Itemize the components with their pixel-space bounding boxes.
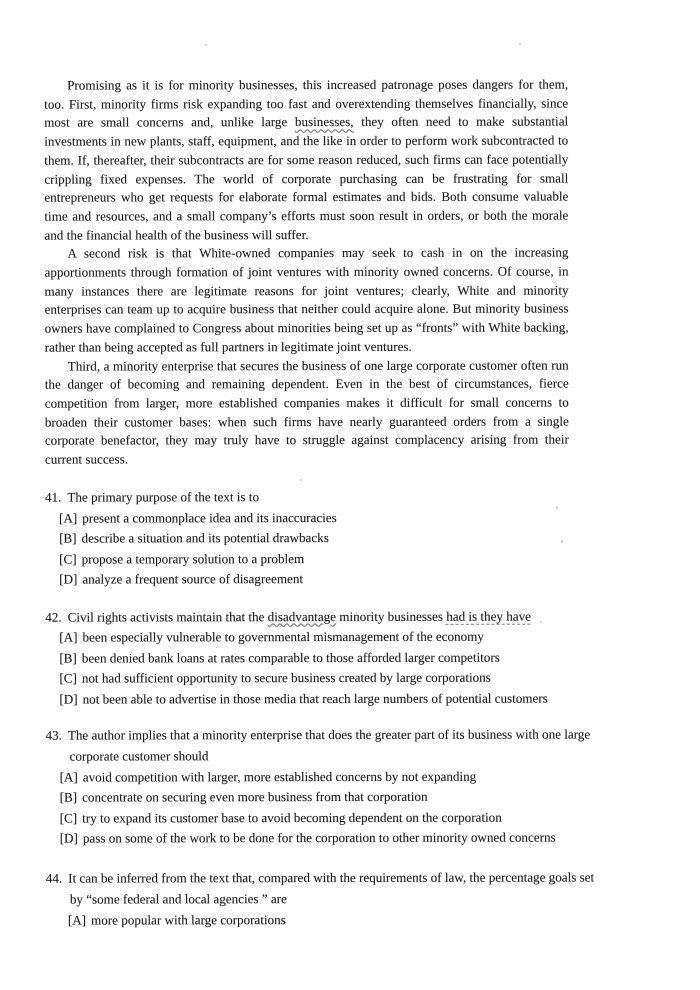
answer-option (59, 568, 597, 590)
question-number: 43. (45, 727, 62, 743)
question-text (45, 486, 597, 508)
option-label: [B] (59, 530, 77, 546)
option-label: [D] (59, 691, 78, 707)
question-number: 42. (45, 609, 62, 625)
option-label: [C] (59, 810, 78, 826)
option-text: been especially vulnerable to governmental mismanagement of the economy (82, 629, 484, 645)
option-text: describe a situation and its potential drawbacks (81, 530, 329, 546)
answer-option (59, 548, 597, 570)
question-stem: The author implies that a minority enterprise that does the greater part of its business with one large corporate customer should (67, 726, 591, 764)
option-text: been denied bank loans at rates comparable to those afforded larger competitors (81, 649, 500, 666)
option-label: [D] (59, 571, 78, 587)
question-stem: The primary purpose of the text is to (67, 488, 260, 505)
question-text (46, 867, 598, 910)
answer-option (60, 807, 598, 829)
question-text (45, 606, 597, 628)
underlined-phrase: had is they have (446, 608, 531, 624)
scan-speck (519, 43, 521, 45)
option-text: propose a temporary solution to a problem (81, 550, 305, 567)
paragraph-text: Promising as it is for minority businesses, this increased patronage poses dangers for them, too. First, minority firms risk expanding too fast and overextending themselves financially, since most are small concerns and, unlike large (44, 76, 569, 130)
passage-paragraph (44, 75, 568, 244)
question-block (45, 486, 597, 590)
paragraph-text: they often need to make substantial investments in new plants, staff, equipment, and the like in order to perform work subcontracted to them. If, thereafter, their subcontracts are for some reason reduced, such firms can face potentially crippling fixed expenses. The world of corporate purchasing can be frustrating for small entrepreneurs who get requests for elaborate formal estimates and bids. Both consume valuable time and resources, and a small company’s efforts must soon result in orders, or both the morale and the financial health of the business will suffer. (44, 113, 569, 243)
question-block (46, 867, 598, 930)
document-content (44, 75, 598, 942)
answer-option (60, 787, 598, 809)
question-text (45, 725, 597, 768)
answer-option (59, 507, 597, 529)
reading-passage (44, 75, 569, 469)
option-label: [A] (59, 769, 78, 785)
question-block (45, 606, 597, 710)
passage-paragraph: A second risk is that White-owned companies may seek to cash in on the increasing apportionments through formation of joint ventures with minority owned concerns. Of course, in many instances there are legitimate reasons for joint ventures; clearly, White and minority enterprises can team up to acquire business that neither could acquire alone. But minority business owners have complained to Congress about minorities being set up as “fronts” with White backing, rather than being accepted as full partners in legitimate joint ventures. (44, 244, 569, 355)
questions-section (45, 486, 598, 930)
answer-option (59, 688, 597, 710)
answer-option (60, 828, 598, 850)
option-text: present a commonplace idea and its inaccuracies (82, 509, 337, 526)
answer-option (59, 647, 597, 669)
option-text: avoid competition with larger, more established concerns by not expanding (82, 768, 477, 785)
answer-option (59, 627, 597, 649)
option-label: [A] (59, 510, 78, 526)
question-stem: minority businesses (335, 608, 447, 624)
underlined-word: disadvantage (267, 608, 337, 624)
option-text: try to expand its customer base to avoid becoming dependent on the corporation (82, 809, 502, 826)
option-text: more popular with large corporations (91, 911, 286, 928)
option-label: [D] (59, 830, 78, 847)
underlined-word: businesses, (294, 114, 354, 130)
question-stem: Civil rights activists maintain that the (67, 608, 268, 625)
question-number: 41. (44, 489, 62, 505)
option-label: [B] (59, 789, 78, 806)
option-label: [C] (59, 551, 77, 567)
option-label: [A] (59, 629, 78, 645)
question-block (45, 725, 597, 850)
option-text: not had sufficient opportunity to secure business created by large corporations (81, 670, 491, 686)
answer-option (60, 766, 598, 788)
question-number: 44. (45, 870, 63, 886)
option-text: concentrate on securing even more business from that corporation (82, 789, 428, 805)
option-label: [A] (67, 912, 87, 928)
question-stem: It can be inferred from the text that, compared with the requirements of law, the percentage goals set by “some federal and local agencies ” are (68, 869, 595, 907)
option-label: [B] (59, 650, 77, 666)
scan-speck (205, 44, 207, 46)
passage-paragraph: Third, a minority enterprise that secures the business of one large corporate customer often run the danger of becoming and remaining dependent. Even in the best of circumstances, fierce competition from larger, more established companies makes it difficult for small concerns to broaden their customer bases: when such firms have nearly guaranteed orders from a single corporate benefactor, they may truly have to struggle against complacency arising from their current success. (44, 357, 569, 467)
answer-option (59, 668, 597, 690)
option-label: [C] (59, 670, 77, 686)
option-text: analyze a frequent source of disagreement (82, 571, 304, 587)
answer-option (68, 909, 598, 931)
option-text: not been able to advertise in those media that reach large numbers of potential customers (82, 690, 548, 707)
option-text: pass on some of the work to be done for the corporation to other minority owned concerns (82, 829, 556, 846)
answer-option (59, 527, 597, 549)
